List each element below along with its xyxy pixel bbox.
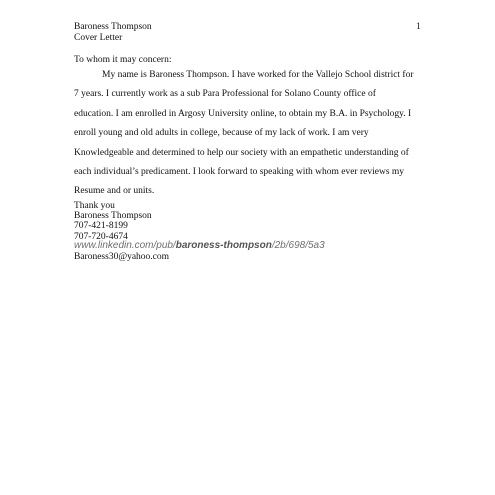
- email-address[interactable]: Baroness30@yahoo.com: [74, 252, 170, 262]
- letter-body-line: Resume and or units.: [74, 186, 155, 197]
- letter-closing: [74, 201, 152, 242]
- letter-salutation: To whom it may concern:: [74, 55, 172, 65]
- letter-body-line: My name is Baroness Thompson. I have worked for the Vallejo School district for: [102, 70, 414, 80]
- letter-body: [74, 66, 426, 202]
- page-header: [74, 22, 424, 43]
- linkedin-url-handle: baroness-thompson: [175, 240, 272, 251]
- page-number: 1: [416, 22, 421, 32]
- letter-body-line: enroll young and old adults in college, because of my lack of work. I am very: [74, 128, 369, 139]
- linkedin-url-prefix: www.linkedin.com/pub/: [74, 240, 176, 251]
- letter-body-line: Knowledgeable and determined to help our society with an empathetic understanding of: [74, 147, 409, 158]
- closing-name: Baroness Thompson: [74, 211, 152, 222]
- letter-body-line: 7 years. I currently work as a sub Para Professional for Solano County office of: [74, 89, 376, 100]
- closing-sign-off: Thank you: [74, 201, 115, 211]
- letter-body-line: education. I am enrolled in Argosy University online, to obtain my B.A. in Psychology. I: [74, 108, 412, 119]
- letter-body-line: each individual’s predicament. I look forward to speaking with whom ever reviews my: [74, 167, 405, 178]
- header-document-title: Cover Letter: [74, 32, 123, 43]
- closing-phone-secondary: 707-720-4674: [74, 231, 128, 242]
- linkedin-url[interactable]: [74, 240, 325, 252]
- header-author-name: Baroness Thompson: [74, 22, 152, 32]
- closing-phone-primary: 707-421-8199: [74, 221, 128, 232]
- linkedin-url-suffix: /2b/698/5a3: [271, 240, 325, 251]
